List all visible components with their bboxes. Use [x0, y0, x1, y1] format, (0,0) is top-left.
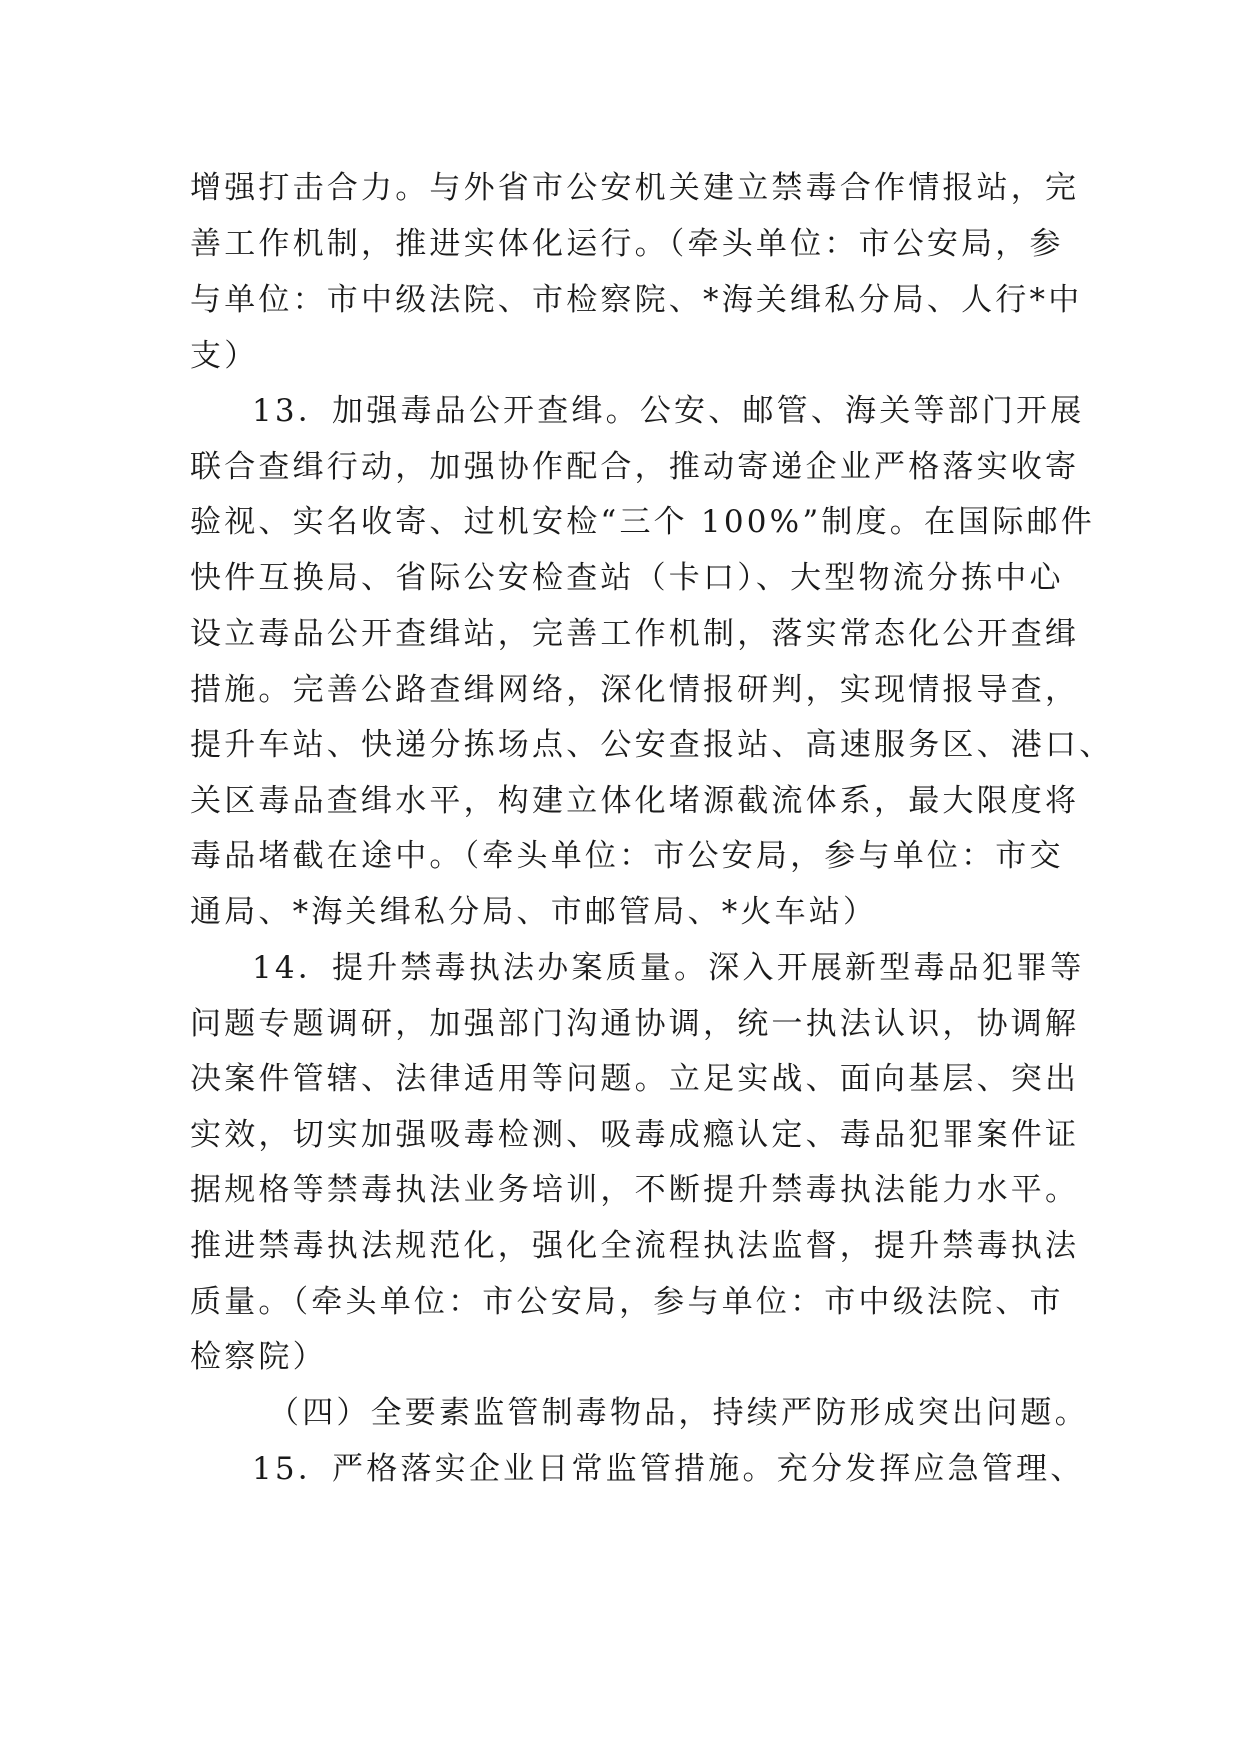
text-line: 通局、*海关缉私分局、市邮管局、*火车站） [190, 894, 878, 930]
text-line: 推进禁毒执法规范化，强化全流程执法监督，提升禁毒执法 [190, 1228, 1080, 1264]
text-line: 关区毒品查缉水平，构建立体化堵源截流体系，最大限度将 [190, 783, 1080, 819]
text-line: 与单位：市中级法院、市检察院、*海关缉私分局、人行*中 [190, 282, 1083, 318]
section-4-heading: （四）全要素监管制毒物品，持续严防形成突出问题。 [268, 1395, 1089, 1431]
text-line: 增强打击合力。与外省市公安机关建立禁毒合作情报站，完 [190, 170, 1080, 206]
text-line: 据规格等禁毒执法业务培训，不断提升禁毒执法能力水平。 [190, 1172, 1080, 1208]
text-line: 问题专题调研，加强部门沟通协调，统一执法认识，协调解 [190, 1006, 1080, 1042]
text-line: 毒品堵截在途中。（牵头单位：市公安局，参与单位：市交 [190, 838, 1064, 874]
text-line: 措施。完善公路查缉网络，深化情报研判，实现情报导查， [190, 672, 1080, 708]
text-line: 设立毒品公开查缉站，完善工作机制，落实常态化公开查缉 [190, 616, 1080, 652]
text-line: 质量。（牵头单位：市公安局，参与单位：市中级法院、市 [190, 1284, 1064, 1320]
text-line: 联合查缉行动，加强协作配合，推动寄递企业严格落实收寄 [190, 449, 1080, 485]
text-line: 快件互换局、省际公安检查站（卡口）、大型物流分拣中心 [190, 560, 1064, 596]
item-14-heading: 14．提升禁毒执法办案质量。深入开展新型毒品犯罪等 [252, 950, 1085, 986]
item-13-heading: 13．加强毒品公开查缉。公安、邮管、海关等部门开展 [252, 393, 1085, 429]
text-line: 提升车站、快递分拣场点、公安查报站、高速服务区、港口、 [190, 727, 1114, 763]
text-line: 决案件管辖、法律适用等问题。立足实战、面向基层、突出 [190, 1061, 1080, 1097]
text-line: 善工作机制，推进实体化运行。（牵头单位：市公安局，参 [190, 226, 1064, 262]
text-line: 验视、实名收寄、过机安检“三个 100%”制度。在国际邮件 [190, 504, 1095, 540]
item-15-heading: 15．严格落实企业日常监管措施。充分发挥应急管理、 [252, 1451, 1085, 1487]
text-line: 实效，切实加强吸毒检测、吸毒成瘾认定、毒品犯罪案件证 [190, 1117, 1080, 1153]
text-line: 检察院） [190, 1339, 327, 1375]
text-line: 支） [190, 338, 259, 374]
